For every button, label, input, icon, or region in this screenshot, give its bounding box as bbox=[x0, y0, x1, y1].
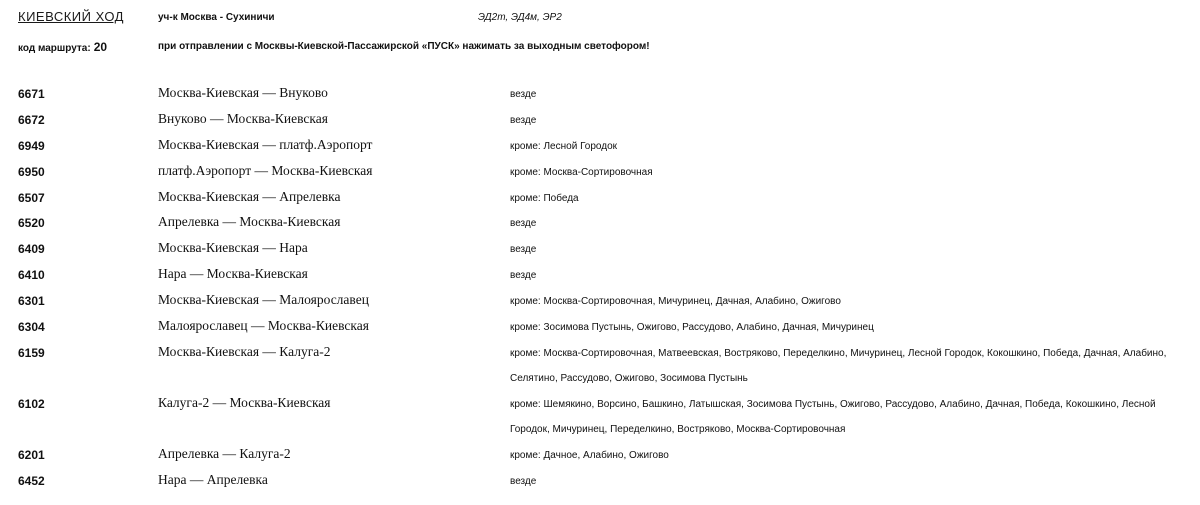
train-number: 6201 bbox=[18, 447, 45, 462]
train-row bbox=[0, 211, 1200, 237]
route-code-label: код маршрута: bbox=[18, 43, 91, 54]
page-title: КИЕВСКИЙ ХОД bbox=[18, 9, 124, 24]
train-row bbox=[0, 289, 1200, 315]
train-number: 6301 bbox=[18, 294, 45, 309]
train-route: Нара — Апрелевка bbox=[158, 471, 268, 487]
train-list bbox=[0, 82, 1200, 495]
train-number: 6672 bbox=[18, 112, 45, 127]
train-row bbox=[0, 341, 1200, 392]
train-stops: кроме: Шемякино, Ворсино, Башкино, Латышская, Зосимова Пустынь, Ожигово, Рассудово, Алабино, Дачная, Победа, Кокошкино, Лесной Городок, Мичуринец, Переделкино, Востряково, Москва-Сортировочная bbox=[510, 398, 1156, 436]
train-number: 6304 bbox=[18, 320, 45, 335]
train-number: 6671 bbox=[18, 87, 45, 101]
train-number: 6452 bbox=[18, 473, 45, 488]
train-number: 6410 bbox=[18, 268, 45, 283]
train-number: 6159 bbox=[18, 345, 45, 360]
train-row bbox=[0, 134, 1200, 160]
train-stops: везде bbox=[510, 89, 537, 100]
train-route: Нара — Москва-Киевская bbox=[158, 266, 308, 282]
train-stops: кроме: Москва-Сортировочная bbox=[510, 166, 653, 178]
train-stops: кроме: Победа bbox=[510, 192, 579, 204]
route-code bbox=[18, 40, 107, 54]
train-row bbox=[0, 160, 1200, 186]
train-route: Калуга-2 — Москва-Киевская bbox=[158, 394, 331, 410]
train-number: 6950 bbox=[18, 164, 45, 179]
train-number: 6949 bbox=[18, 138, 45, 153]
train-number: 6409 bbox=[18, 242, 45, 257]
departure-note: при отправлении с Москвы-Киевской-Пассажирской «ПУСК» нажимать за выходным светофором! bbox=[158, 41, 650, 52]
train-row bbox=[0, 237, 1200, 263]
train-row bbox=[0, 392, 1200, 443]
train-row bbox=[0, 186, 1200, 212]
train-stops: везде bbox=[510, 475, 537, 487]
train-stops: кроме: Лесной Городок bbox=[510, 140, 618, 152]
train-row bbox=[0, 263, 1200, 289]
train-number: 6520 bbox=[18, 216, 45, 231]
route-code-value: 20 bbox=[93, 40, 108, 54]
train-route: Москва-Киевская — Калуга-2 bbox=[158, 343, 331, 359]
train-route: Внуково — Москва-Киевская bbox=[158, 110, 328, 126]
train-route: Москва-Киевская — Апрелевка bbox=[158, 188, 341, 204]
train-stops: кроме: Москва-Сортировочная, Мичуринец, Дачная, Алабино, Ожигово bbox=[510, 296, 841, 308]
train-types: ЭД2т, ЭД4м, ЭР2 bbox=[478, 12, 562, 23]
train-route: Апрелевка — Калуга-2 bbox=[158, 445, 291, 461]
train-stops: кроме: Зосимова Пустынь, Ожигово, Рассудово, Алабино, Дачная, Мичуринец bbox=[510, 322, 874, 334]
train-number: 6507 bbox=[18, 190, 45, 205]
train-route: Москва-Киевская — Малоярославец bbox=[158, 292, 369, 308]
train-route: Москва-Киевская — платф.Аэропорт bbox=[158, 136, 373, 152]
train-route: Москва-Киевская — Внуково bbox=[158, 85, 328, 100]
train-row bbox=[0, 443, 1200, 469]
train-route: платф.Аэропорт — Москва-Киевская bbox=[158, 162, 373, 178]
train-stops: везде bbox=[510, 244, 537, 256]
train-route: Москва-Киевская — Нара bbox=[158, 240, 308, 256]
train-stops: кроме: Дачное, Алабино, Ожигово bbox=[510, 449, 669, 461]
section-label: уч-к Москва - Сухиничи bbox=[158, 12, 275, 23]
train-row bbox=[0, 82, 1200, 108]
train-row bbox=[0, 108, 1200, 134]
train-number: 6102 bbox=[18, 396, 45, 411]
train-row bbox=[0, 469, 1200, 495]
train-row bbox=[0, 315, 1200, 341]
train-stops: везде bbox=[510, 218, 537, 230]
train-route: Малоярославец — Москва-Киевская bbox=[158, 318, 369, 334]
train-stops: везде bbox=[510, 114, 537, 126]
train-stops: везде bbox=[510, 270, 537, 282]
train-route: Апрелевка — Москва-Киевская bbox=[158, 214, 341, 230]
train-stops: кроме: Москва-Сортировочная, Матвеевская, Востряково, Переделкино, Мичуринец, Лесной Городок, Кокошкино, Победа, Дачная, Алабино, Селятино, Рассудово, Ожигово, Зосимова Пустынь bbox=[510, 347, 1167, 385]
